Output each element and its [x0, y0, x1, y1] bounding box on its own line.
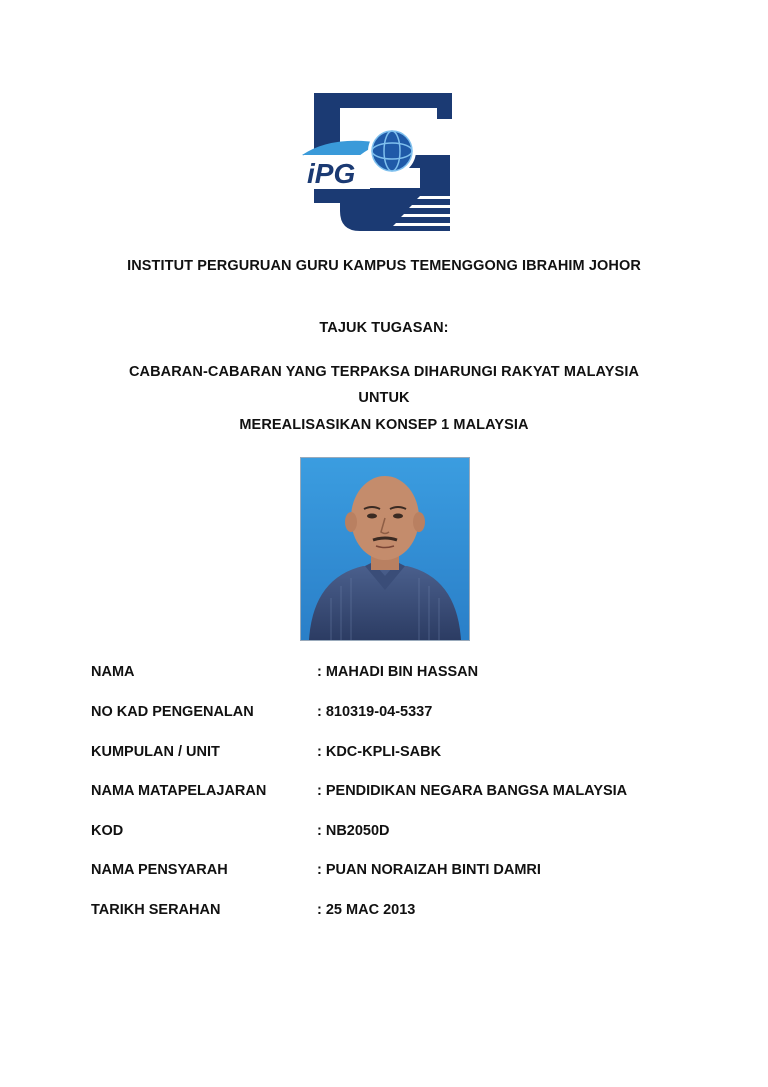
detail-row-nama [91, 664, 711, 684]
detail-value: : 810319-04-5337 [317, 704, 433, 720]
detail-row-matapelajaran [91, 783, 711, 803]
institution-name: INSTITUT PERGURUAN GURU KAMPUS TEMENGGONG IBRAHIM JOHOR [127, 258, 641, 274]
detail-label: KUMPULAN / UNIT [91, 744, 220, 760]
title-label: TAJUK TUGASAN: [319, 320, 449, 336]
detail-value: : 25 MAC 2013 [317, 902, 416, 918]
title-line-1: CABARAN-CABARAN YANG TERPAKSA DIHARUNGI RAKYAT MALAYSIA [128, 364, 640, 380]
ipg-logo-icon [302, 93, 452, 231]
detail-value: : PUAN NORAIZAH BINTI DAMRI [317, 862, 541, 878]
detail-value: : MAHADI BIN HASSAN [317, 664, 479, 680]
detail-value: : PENDIDIKAN NEGARA BANGSA MALAYSIA [317, 783, 628, 799]
detail-value: : NB2050D [317, 823, 390, 839]
detail-label: KOD [91, 823, 124, 839]
student-portrait-photo [300, 457, 470, 641]
detail-row-tarikh [91, 902, 711, 922]
ipg-logo-graphic [302, 93, 452, 231]
detail-row-kumpulan [91, 744, 711, 764]
ipg-logo-text: iPG [307, 158, 356, 189]
detail-row-kod [91, 823, 711, 843]
detail-label: TARIKH SERAHAN [91, 902, 221, 918]
portrait-graphic [301, 458, 469, 640]
detail-label: NAMA [91, 664, 135, 680]
detail-label: NO KAD PENGENALAN [91, 704, 254, 720]
detail-row-pensyarah [91, 862, 711, 882]
title-line-2: UNTUK [358, 390, 410, 406]
detail-row-no-kad [91, 704, 711, 724]
detail-label: NAMA PENSYARAH [91, 862, 228, 878]
detail-value: : KDC-KPLI-SABK [317, 744, 442, 760]
title-line-3: MEREALISASIKAN KONSEP 1 MALAYSIA [239, 417, 529, 433]
detail-label: NAMA MATAPELAJARAN [91, 783, 267, 799]
